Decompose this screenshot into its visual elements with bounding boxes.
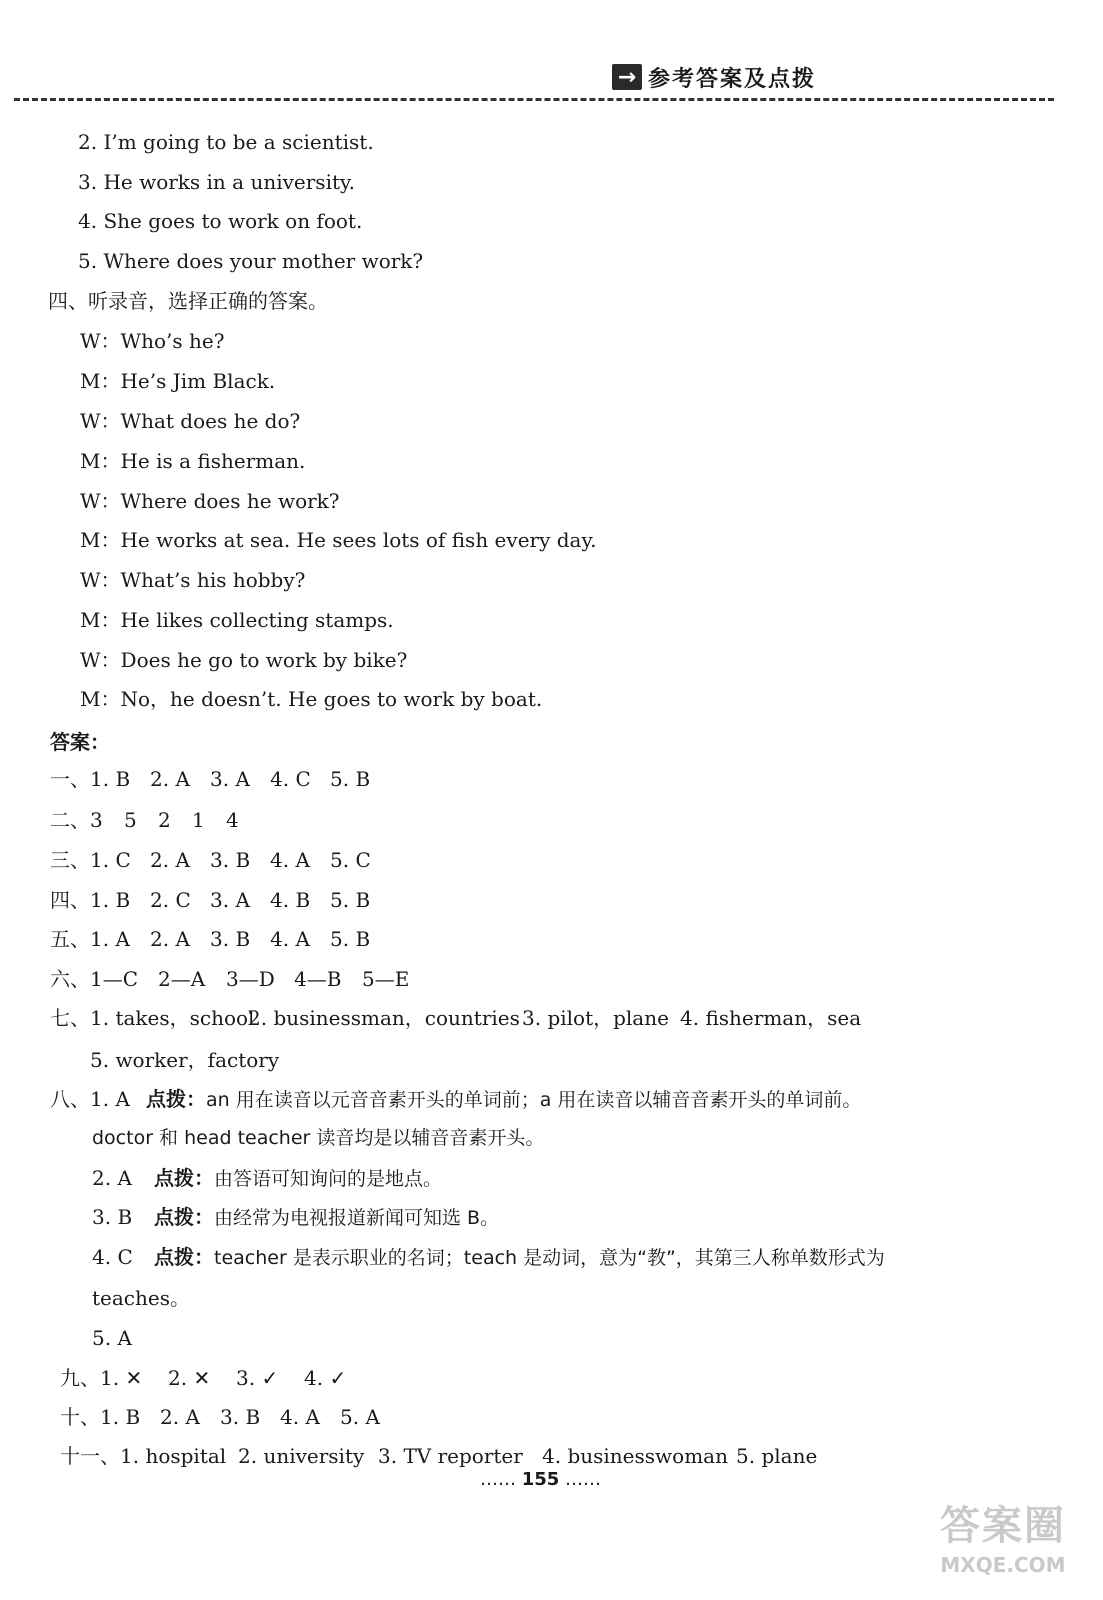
answer-row-8-q3: 3. B 点拨：由经常为电视报道新闻可知选 B。 [92,1205,500,1229]
answer-row-9: 九、1. ✕ 2. ✕ 3. ✓ 4. ✓ [60,1366,347,1390]
answer-row-8-q4: 4. C 点拨：teacher 是表示职业的名词；teach 是动词，意为“教”，其第三人称单数形式为 [92,1245,885,1269]
dialogue-line: M：He is a fisherman. [80,449,306,473]
answer-row-8-q1: 八、1. A 点拨：an 用在读音以元音音素开头的单词前；a 用在读音以辅音音素开头的单词前。 [50,1087,862,1111]
dialogue-line: M：He likes collecting stamps. [80,608,394,632]
answer-row-1: 一、1. B 2. A 3. A 4. C 5. B [50,767,371,791]
arrow-icon: → [612,64,642,90]
text-line: 4. She goes to work on foot. [78,209,363,233]
dialogue-line: M：He works at sea. He sees lots of fish every day. [80,528,597,552]
answers-title: 答案： [50,730,110,754]
header-divider [14,98,1054,101]
page-footer [480,1469,601,1490]
answer-row-11: 十一、1. hospital 2. university 3. TV reporter 4. businesswoman 5. plane [60,1444,818,1468]
dialogue-line: W：What’s his hobby? [80,568,306,592]
text-line: 3. He works in a university. [78,170,356,194]
answer-row-5: 五、1. A 2. A 3. B 4. A 5. B [50,927,371,951]
dialogue-line: W：Where does he work? [80,489,340,513]
tip-text: doctor 和 head teacher 读音均是以辅音音素开头。 [92,1127,545,1149]
text-line: 2. I’m going to be a scientist. [78,130,374,154]
dialogue-line: W：What does he do? [80,409,301,433]
dialogue-line: W：Who’s he? [80,329,225,353]
dialogue-line: W：Does he go to work by bike? [80,648,408,672]
dialogue-line: M：He’s Jim Black. [80,369,276,393]
tip-label: 点拨： [146,1087,206,1111]
page-header [612,60,816,94]
dialogue-line: M：No，he doesn’t. He goes to work by boat. [80,687,543,711]
watermark-logo [918,1500,1088,1592]
section-title: 四、听录音，选择正确的答案。 [48,289,328,313]
answer-row-8-q5: 5. A [92,1326,132,1350]
answer-row-4: 四、1. B 2. C 3. A 4. B 5. B [50,888,371,912]
tip-text: teaches。 [92,1286,190,1310]
header-title: 参考答案及点拨 [648,66,817,92]
answer-row-7: 七、1. takes，school2. businessman，countries 3. pilot，plane 4. fisherman，sea [50,1006,862,1030]
footer-dots: …… [565,1469,602,1490]
answer-row-7-cont: 5. worker，factory [90,1048,280,1072]
answer-row-6: 六、1—C 2—A 3—D 4—B 5—E [50,967,410,991]
watermark-text: 答案圈 [940,1503,1066,1549]
answer-row-3: 三、1. C 2. A 3. B 4. A 5. C [50,848,371,872]
answer-row-8-q2: 2. A 点拨：由答语可知询问的是地点。 [92,1166,443,1190]
watermark-url: MXQE.COM [940,1553,1066,1577]
answer-row-2: 二、3 5 2 1 4 [50,808,239,832]
footer-dots: …… [480,1469,516,1490]
page-number: 155 [521,1469,560,1490]
answer-row-10: 十、1. B 2. A 3. B 4. A 5. A [60,1405,380,1429]
text-line: 5. Where does your mother work? [78,249,424,273]
